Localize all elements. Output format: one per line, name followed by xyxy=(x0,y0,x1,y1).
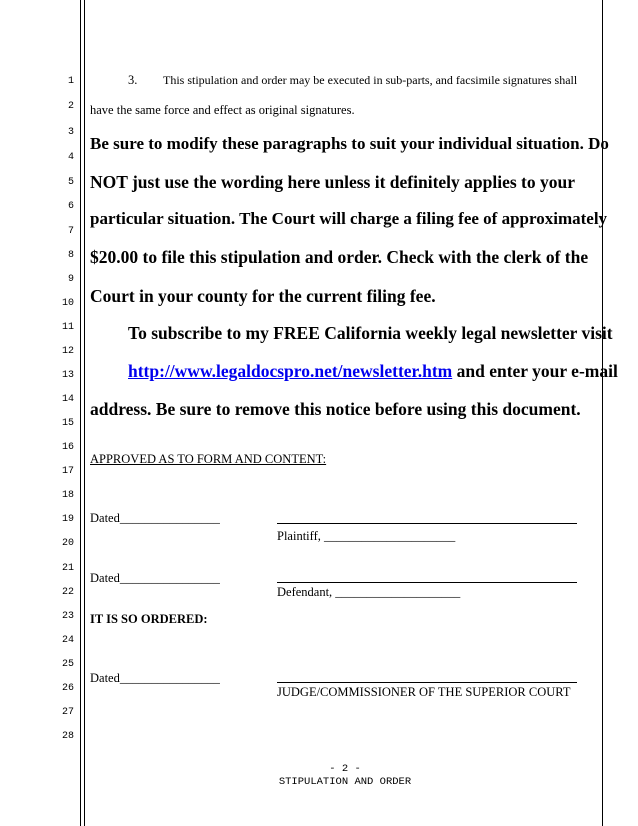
line-number: 15 xyxy=(61,418,74,429)
line-number: 4 xyxy=(67,152,74,163)
notice-line-5: Court in your county for the current filing fee. xyxy=(90,286,436,306)
line-number: 2 xyxy=(67,101,74,112)
ordered-heading: IT IS SO ORDERED: xyxy=(90,612,208,626)
line-number: 7 xyxy=(67,226,74,237)
notice-line-4: $20.00 to file this stipulation and order. Check with the clerk of the xyxy=(90,247,589,267)
right-margin-rule xyxy=(602,0,603,826)
line-number: 18 xyxy=(61,490,74,501)
notice-line-8: address. Be sure to remove this notice before using this document. xyxy=(90,399,581,419)
line-number: 16 xyxy=(61,442,74,453)
dated-line-plaintiff: Dated________________ xyxy=(90,511,220,525)
notice-line-3: particular situation. The Court will charge a filing fee of approximately xyxy=(90,209,608,228)
left-margin-rule-outer xyxy=(80,0,81,826)
approved-heading: APPROVED AS TO FORM AND CONTENT: xyxy=(90,452,327,466)
judge-signature-line xyxy=(277,682,577,683)
notice-line-6: To subscribe to my FREE California weekly legal newsletter visit xyxy=(128,323,613,343)
defendant-signature-line xyxy=(277,582,577,583)
paragraph-number: 3. xyxy=(128,73,138,87)
newsletter-link[interactable]: http://www.legaldocspro.net/newsletter.htm xyxy=(128,361,453,381)
dated-line-judge: Dated________________ xyxy=(90,671,220,685)
line-number: 12 xyxy=(61,346,74,357)
line-number: 17 xyxy=(61,466,74,477)
line-number: 5 xyxy=(67,177,74,188)
defendant-label: Defendant, ____________________ xyxy=(277,585,461,599)
line-number: 27 xyxy=(61,707,74,718)
line-number: 24 xyxy=(61,635,74,646)
line-number: 25 xyxy=(61,659,74,670)
line-number: 6 xyxy=(67,201,74,212)
left-margin-rule-inner xyxy=(84,0,85,826)
dated-line-defendant: Dated________________ xyxy=(90,571,220,585)
line-number: 20 xyxy=(61,538,74,549)
line-number: 9 xyxy=(67,274,74,285)
page-number: - 2 - xyxy=(329,763,361,775)
plaintiff-signature-line xyxy=(277,523,577,524)
notice-line-1: Be sure to modify these paragraphs to suit your individual situation. Do xyxy=(90,134,609,153)
plaintiff-label: Plaintiff, _____________________ xyxy=(277,529,456,543)
notice-line-7 xyxy=(128,361,618,382)
paragraph-3-line-2: have the same force and effect as original signatures. xyxy=(90,103,355,117)
line-number: 10 xyxy=(61,298,74,309)
judge-label: JUDGE/COMMISSIONER OF THE SUPERIOR COURT xyxy=(277,685,571,699)
line-number: 21 xyxy=(61,563,74,574)
line-number: 22 xyxy=(61,587,74,598)
line-number: 23 xyxy=(61,611,74,622)
line-number: 14 xyxy=(61,394,74,405)
footer-title: STIPULATION AND ORDER xyxy=(278,776,412,788)
line-number: 26 xyxy=(61,683,74,694)
line-number: 28 xyxy=(61,731,74,742)
line-number: 8 xyxy=(67,250,74,261)
line-number: 11 xyxy=(61,322,74,333)
notice-line-2: NOT just use the wording here unless it definitely applies to your xyxy=(90,172,576,192)
notice-line-7-rest: and enter your e-mail xyxy=(452,361,618,381)
line-number: 1 xyxy=(67,76,74,87)
line-number: 13 xyxy=(61,370,74,381)
paragraph-3-line-1: This stipulation and order may be executed in sub-parts, and facsimile signatures shall xyxy=(163,73,578,87)
line-number: 19 xyxy=(61,514,74,525)
line-number: 3 xyxy=(67,127,74,138)
